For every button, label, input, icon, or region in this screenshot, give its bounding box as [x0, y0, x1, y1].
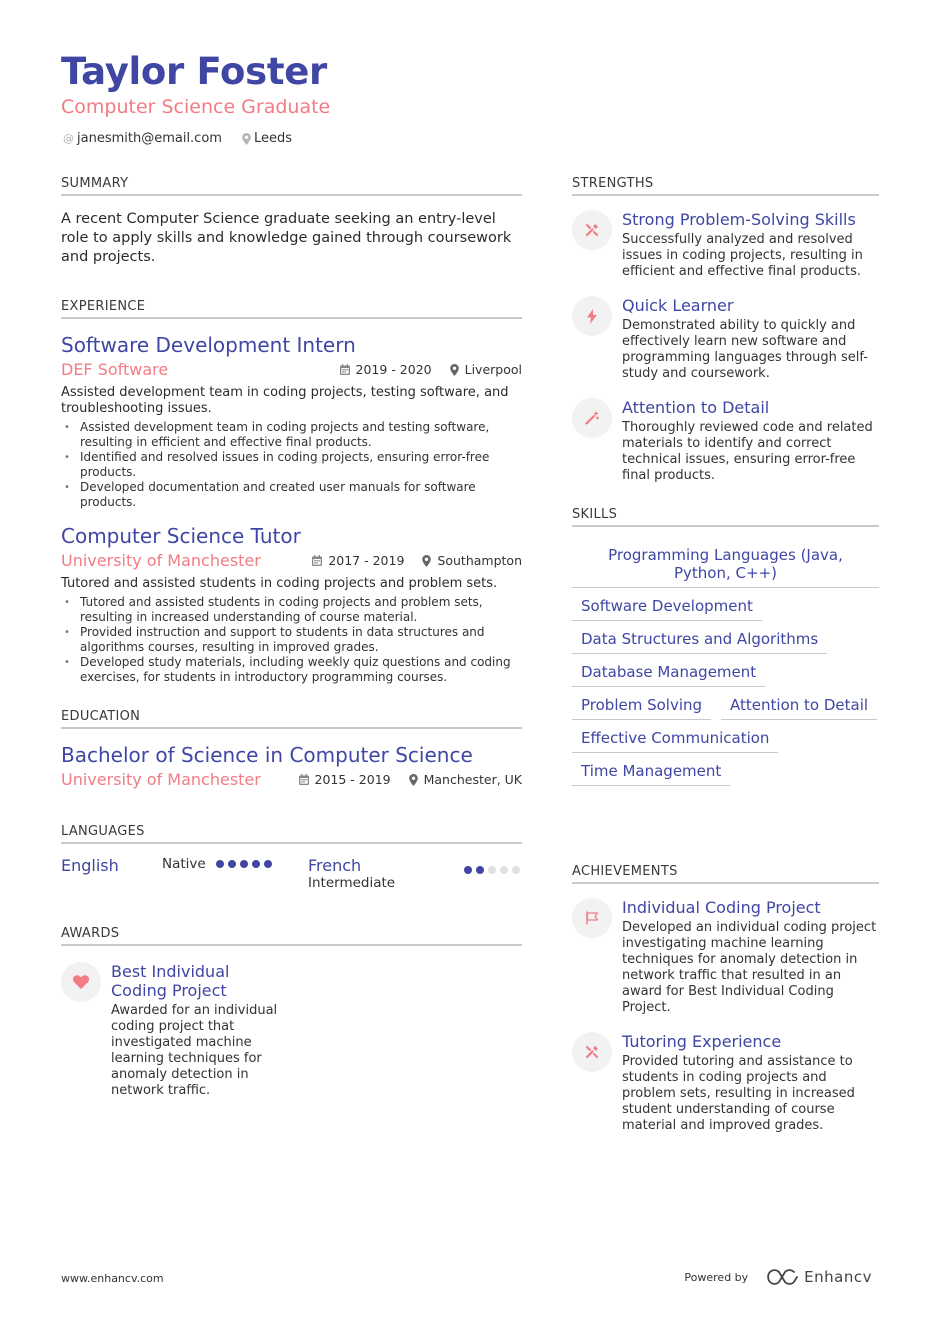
section-title: EDUCATION	[61, 709, 522, 729]
skill-tag: Software Development	[572, 597, 762, 621]
job-description: Tutored and assisted students in coding projects and problem sets.	[61, 576, 498, 591]
job-dates: 2017 - 2019	[328, 553, 405, 568]
job-entry	[61, 524, 522, 685]
footer-branding	[684, 1268, 872, 1286]
rating-dot	[264, 860, 272, 868]
rating-dot	[240, 860, 248, 868]
contact-location	[242, 131, 292, 146]
company-name: University of Manchester	[61, 551, 261, 570]
job-location: Southampton	[437, 553, 522, 568]
awards-section	[61, 926, 522, 1099]
bullet-item: • Tutored and assisted students in coding projects and problem sets, resulting in increased understanding of course material.	[61, 595, 522, 625]
strength-description: Thoroughly reviewed code and related materials to identify and correct technical issues, ensuring error-free final products.	[622, 420, 873, 483]
section-title: ACHIEVEMENTS	[572, 864, 879, 884]
company-name: DEF Software	[61, 360, 169, 379]
job-title: Software Development Intern	[61, 333, 356, 357]
achievement-icon-badge	[572, 898, 612, 938]
enhancv-logo-icon	[766, 1269, 798, 1285]
education-section	[61, 709, 522, 789]
degree-title: Bachelor of Science in Computer Science	[61, 743, 473, 767]
section-title: LANGUAGES	[61, 824, 522, 844]
candidate-name: Taylor Foster	[61, 50, 327, 93]
section-title: AWARDS	[61, 926, 522, 946]
language-rating	[216, 860, 308, 868]
location-pin-icon	[242, 133, 251, 145]
location-text: Leeds	[253, 131, 292, 146]
school-name: University of Manchester	[61, 770, 261, 789]
summary-section	[61, 176, 522, 267]
calendar-icon	[340, 364, 350, 375]
lightning-icon	[587, 309, 597, 324]
achievement-title: Individual Coding Project	[622, 898, 821, 917]
bullet-item: • Identified and resolved issues in coding projects, ensuring error-free products.	[61, 450, 522, 480]
achievement-entry	[572, 1032, 879, 1134]
email-text: janesmith@email.com	[77, 131, 222, 146]
skill-tag: Problem Solving	[572, 696, 711, 720]
education-dates: 2015 - 2019	[314, 772, 391, 787]
achievement-description: Provided tutoring and assistance to students in coding projects and problem sets, resulting in increased student understanding of course material and improved grades.	[622, 1054, 855, 1133]
rating-dot	[216, 860, 224, 868]
contact-bar	[63, 131, 292, 146]
section-title: EXPERIENCE	[61, 299, 522, 319]
skill-tag: Database Management	[572, 663, 765, 687]
job-entry	[61, 333, 522, 510]
calendar-icon	[299, 774, 309, 785]
strength-icon-badge	[572, 398, 612, 438]
wrench-icon	[585, 1045, 599, 1059]
skills-section	[572, 507, 879, 786]
strengths-section	[572, 176, 879, 484]
bullet-item: • Assisted development team in coding projects and testing software, resulting in efficient and effective final products.	[61, 420, 522, 450]
skill-list	[572, 546, 879, 786]
location-pin-icon	[409, 774, 418, 786]
bullet-item: • Developed documentation and created user manuals for software products.	[61, 480, 522, 510]
strength-entry	[572, 210, 879, 280]
strength-description: Successfully analyzed and resolved issues in coding projects, resulting in efficient and effective final products.	[622, 232, 863, 279]
job-bullets	[61, 420, 522, 510]
flag-icon	[585, 911, 599, 925]
experience-section	[61, 299, 522, 685]
calendar-icon	[312, 555, 322, 566]
skill-tag: Programming Languages (Java, Python, C++)	[572, 546, 879, 588]
section-title: STRENGTHS	[572, 176, 879, 196]
contact-email[interactable]	[63, 131, 222, 146]
achievement-icon-badge	[572, 1032, 612, 1072]
language-level: Intermediate	[308, 875, 396, 891]
job-dates: 2019 - 2020	[355, 362, 432, 377]
strength-icon-badge	[572, 296, 612, 336]
award-title: Best Individual Coding Project	[111, 962, 230, 1000]
rating-dot	[512, 866, 520, 874]
rating-dot	[252, 860, 260, 868]
strength-entry	[572, 296, 879, 382]
language-rating	[464, 866, 520, 874]
achievement-entry	[572, 898, 879, 1016]
skill-tag: Attention to Detail	[721, 696, 877, 720]
location-pin-icon	[450, 364, 459, 376]
footer-website-link[interactable]: www.enhancv.com	[61, 1272, 164, 1285]
language-name: French	[308, 856, 362, 875]
strength-description: Demonstrated ability to quickly and effectively learn new software and programming languages through self-study and coursework.	[622, 318, 868, 381]
language-name: English	[61, 856, 119, 875]
languages-section	[61, 824, 522, 891]
wrench-icon	[585, 223, 599, 237]
section-title: SUMMARY	[61, 176, 522, 196]
brand-name: Enhancv	[804, 1268, 872, 1286]
rating-dot	[476, 866, 484, 874]
strength-title: Quick Learner	[622, 296, 734, 315]
achievements-section	[572, 864, 879, 1134]
magic-wand-icon	[585, 411, 599, 425]
award-description: Awarded for an individual coding project that investigated machine learning techniques for anomaly detection in network traffic.	[111, 1003, 278, 1098]
strength-title: Strong Problem-Solving Skills	[622, 210, 856, 229]
brand-logo[interactable]	[766, 1268, 872, 1286]
job-description: Assisted development team in coding projects, testing software, and troubleshooting issues.	[61, 385, 509, 416]
rating-dot	[228, 860, 236, 868]
education-location: Manchester, UK	[423, 772, 522, 787]
rating-dot	[500, 866, 508, 874]
skill-tag: Data Structures and Algorithms	[572, 630, 827, 654]
achievement-title: Tutoring Experience	[622, 1032, 782, 1051]
award-icon-badge	[61, 962, 101, 1002]
summary-text: A recent Computer Science graduate seeking an entry-level role to apply skills and knowledge gained through coursework and projects.	[61, 211, 512, 265]
skill-tag: Effective Communication	[572, 729, 778, 753]
powered-by-label: Powered by	[684, 1270, 749, 1284]
job-title: Computer Science Tutor	[61, 524, 301, 548]
bullet-item: • Provided instruction and support to students in data structures and algorithms courses, resulting in improved grades.	[61, 625, 522, 655]
at-icon: @	[63, 132, 74, 145]
rating-dot	[488, 866, 496, 874]
job-location: Liverpool	[464, 362, 522, 377]
strength-title: Attention to Detail	[622, 398, 770, 417]
location-pin-icon	[422, 555, 431, 567]
language-level: Native	[162, 856, 206, 872]
rating-dot	[464, 866, 472, 874]
achievement-description: Developed an individual coding project investigating machine learning techniques for anomaly detection in network traffic that resulted in an award for Best Individual Coding Project.	[622, 920, 877, 1015]
award-entry	[61, 962, 281, 1099]
strength-entry	[572, 398, 879, 484]
bullet-item: • Developed study materials, including weekly quiz questions and coding exercises, for students in introductory programming courses.	[61, 655, 522, 685]
heart-icon	[73, 975, 89, 989]
strength-icon-badge	[572, 210, 612, 250]
skill-tag: Time Management	[572, 762, 730, 786]
job-bullets	[61, 595, 522, 685]
section-title: SKILLS	[572, 507, 879, 527]
candidate-title: Computer Science Graduate	[61, 96, 331, 118]
